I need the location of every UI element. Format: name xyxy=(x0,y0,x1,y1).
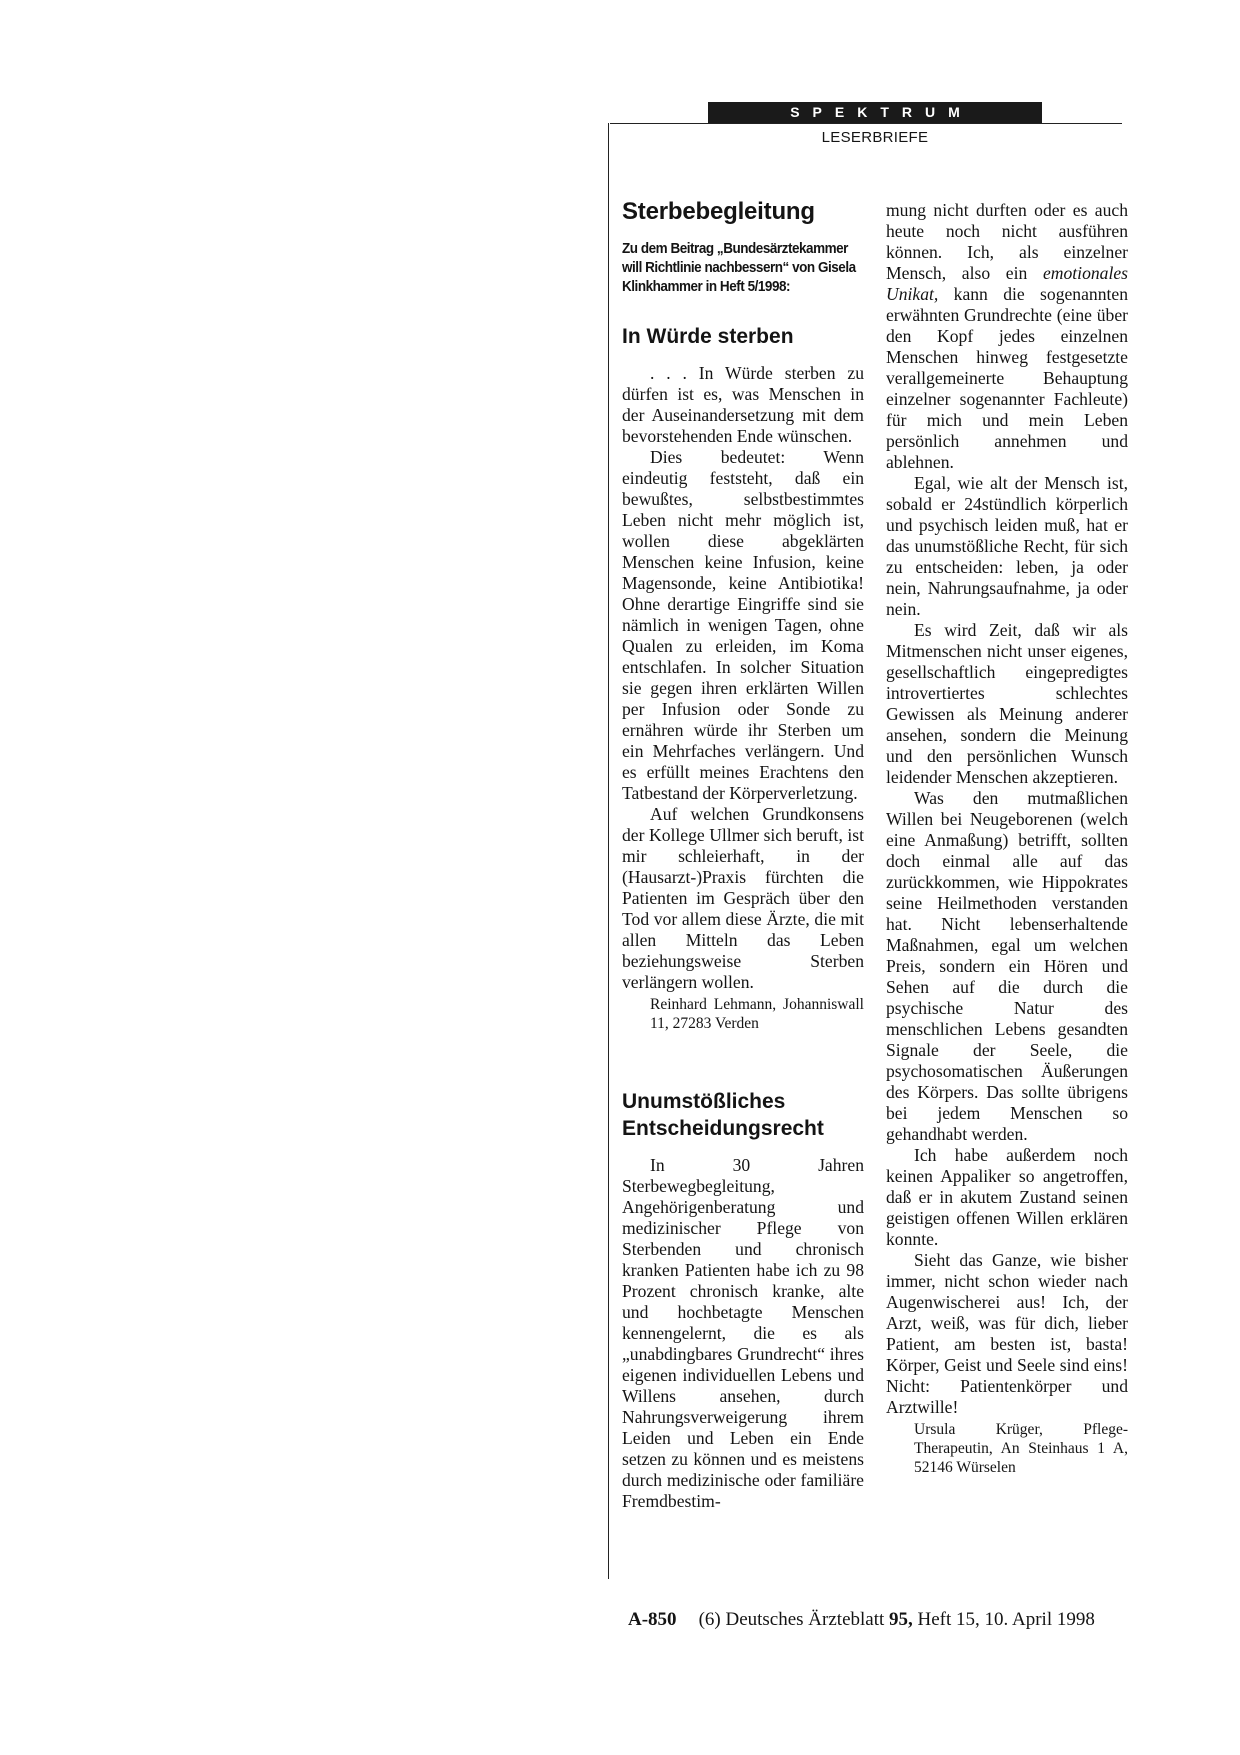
volume-number: 95, xyxy=(889,1609,913,1630)
letter1-heading: In Würde sterben xyxy=(622,325,794,348)
issue-date: Heft 15, 10. April 1998 xyxy=(917,1609,1095,1630)
letter2-paragraph: Egal, wie alt der Mensch ist, sobald er 24stündlich körperlich und psychisch leiden muß, hat er das unumstößliche Recht, für sich zu entscheiden: leben, ja oder nein, Nahrungsaufnahme, ja oder nein. xyxy=(886,473,1128,619)
continuation-text: mung nicht durften oder es auch heute noch nicht ausführen können. Ich, als einzelner Mensch, also ein xyxy=(886,200,1128,283)
letter2-continuation xyxy=(886,200,1128,473)
letter1-paragraph: Dies bedeutet: Wenn eindeutig feststeht, daß ein bewußtes, selbstbestimmtes Leben nicht mehr möglich ist, wollen diese abgeklärten Menschen keine Infusion, keine Magensonde, keine Antibiotika! Ohne derartige Eingriffe sind sie nämlich in wenigen Tagen, ohne Qualen zu erleiden, im Koma entschlafen. In solcher Situation sie gegen ihren erklärten Willen per Infusion oder Sonde zu ernähren würde ihr Sterben um ein Mehrfaches verlängern. Und es erfüllt meines Erachtens den Tatbestand der Körperverletzung. xyxy=(622,447,864,803)
letter2-paragraph: Ich habe außerdem noch keinen Appaliker so angetroffen, daß er in akutem Zustand seinen geistigen offenen Willen erklären konnte. xyxy=(886,1145,1128,1249)
letter2-paragraph: Was den mutmaßlichen Willen bei Neugeborenen (welch eine Anmaßung) betrifft, sollten doch einmal alle auf das zurückkommen, wie Hippokrates seine Heilmethoden verstanden hat. Nicht lebenserhaltende Maßnahmen, egal um welchen Preis, sondern ein Hören und Sehen auf die durch die psychische Natur des menschlichen Lebens gesandten Signale der Seele, die psychosomatischen Äußerungen des Körpers. Das sollte übrigens bei jedem Menschen so gehandhabt werden. xyxy=(886,788,1128,1144)
page-footer xyxy=(628,1609,1095,1631)
letter2-paragraph: In 30 Jahren Sterbewegbegleitung, Angehörigenberatung und medizinischer Pflege von Sterbenden und chronisch kranken Patienten habe ich zu 98 Prozent chronisch kranke, alte und hochbetagte Menschen kennengelernt, die es als „unabdingbares Grundrecht“ ihres eigenen individuellen Lebens und Willens ansehen, durch Nahrungsverweigerung ihrem Leiden und Leben ein Ende setzen zu können und es meistens durch medizinische oder familiäre Fremdbestim- xyxy=(622,1155,864,1511)
letter2-paragraph: Sieht das Ganze, wie bisher immer, nicht schon wieder nach Augenwischerei aus! Ich, der Arzt, weiß, was für dich, lieber Patient, am besten ist, basta! Körper, Geist und Seele sind eins! Nicht: Patientenkörper und Arztwille! xyxy=(886,1250,1128,1417)
letter2-signature: Ursula Krüger, Pflege-Therapeutin, An Steinhaus 1 A, 52146 Würselen xyxy=(914,1421,1128,1476)
article-reference: Zu dem Beitrag „Bundesärztekammer will Richtlinie nachbessern“ von Gisela Klinkhammer in Heft 5/1998: xyxy=(622,241,856,295)
article-title: Sterbebegleitung xyxy=(622,198,815,225)
left-column xyxy=(622,198,864,1512)
header-rule xyxy=(610,123,1122,124)
letter-spacer xyxy=(622,1033,864,1088)
page-number: A-850 xyxy=(628,1609,677,1630)
letter1-paragraph: Auf welchen Grundkonsens der Kollege Ullmer sich beruft, ist mir schleierhaft, in der (Hausarzt-)Praxis fürchten die Patienten im Gespräch über den Tod vor allem diese Ärzte, die mit allen Mitteln das Leben beziehungsweise Sterben verlängern wollen. xyxy=(622,804,864,992)
letter2-paragraph: Es wird Zeit, daß wir als Mitmenschen nicht unser eigenes, gesellschaftlich eingepredigtes introvertiertes schlechtes Gewissen als Meinung anderer ansehen, sondern die Meinung und den persönlichen Wunsch leidender Menschen akzeptieren. xyxy=(886,620,1128,787)
letter1-signature: Reinhard Lehmann, Johanniswall 11, 27283 Verden xyxy=(650,996,864,1032)
letter2-heading: Unumstößliches Entscheidungsrecht xyxy=(622,1090,824,1140)
continuation-emphasis: emotionales Unikat, xyxy=(886,263,1129,304)
continuation-text: kann die sogenannten erwähnten Grundrechte (eine über den Kopf jedes einzelnen Menschen hinweg festgesetzte verallgemeinerte Behauptung einzelner sogenannter Fachleute) für mich und mein Leben persönlich annehmen und ablehnen. xyxy=(886,284,1128,472)
section-banner: SPEKTRUM xyxy=(708,102,1042,123)
letter1-paragraph: . . . In Würde sterben zu dürfen ist es, was Menschen in der Auseinandersetzung mit dem bevorstehenden Ende wünschen. xyxy=(622,363,864,446)
column-rule xyxy=(608,123,609,1579)
subsection-label: LESERBRIEFE xyxy=(821,129,929,146)
right-column xyxy=(886,200,1128,1477)
journal-name: (6) Deutsches Ärzteblatt xyxy=(698,1609,885,1630)
